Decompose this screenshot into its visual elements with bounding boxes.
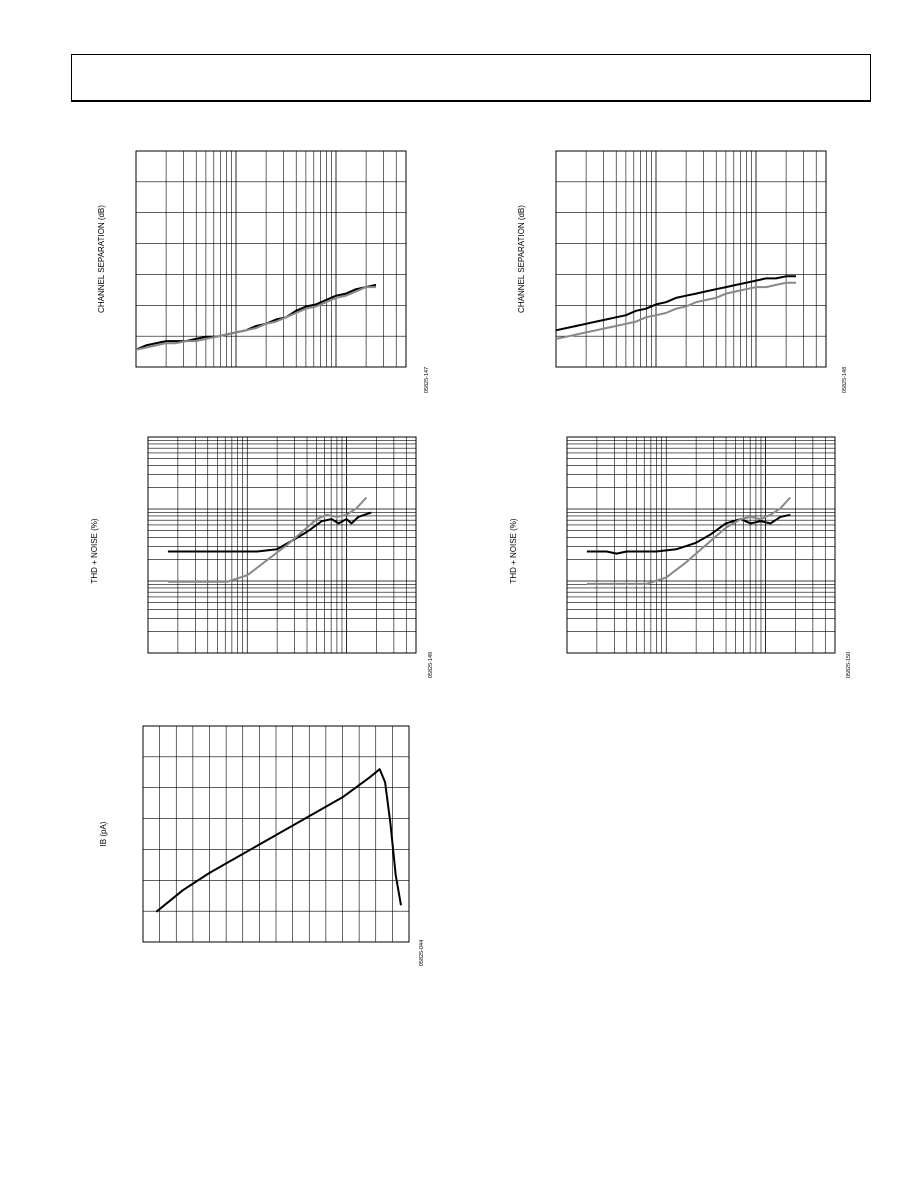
figure-code: 05825-148 bbox=[842, 366, 848, 394]
y-axis-label: IB (pA) bbox=[99, 821, 108, 847]
chart-5 bbox=[99, 726, 425, 966]
y-axis-label: THD + NOISE (%) bbox=[509, 518, 518, 584]
y-axis-label: THD + NOISE (%) bbox=[90, 518, 99, 584]
plot-frame bbox=[556, 151, 826, 367]
chart-4 bbox=[509, 437, 852, 678]
chart-1 bbox=[97, 151, 430, 393]
figure-code: 05825-044 bbox=[419, 939, 425, 967]
plot-frame bbox=[136, 151, 406, 367]
y-axis-label: CHANNEL SEPARATION (dB) bbox=[517, 205, 526, 313]
plot-frame bbox=[148, 437, 416, 653]
y-axis-label: CHANNEL SEPARATION (dB) bbox=[97, 205, 106, 313]
plot-frame bbox=[567, 437, 835, 653]
chart-2 bbox=[517, 151, 848, 393]
chart-3 bbox=[90, 437, 434, 678]
figure-code: 05825-150 bbox=[846, 651, 852, 679]
figure-code: 05825-149 bbox=[428, 651, 434, 679]
figure-code: 05825-147 bbox=[424, 366, 430, 394]
